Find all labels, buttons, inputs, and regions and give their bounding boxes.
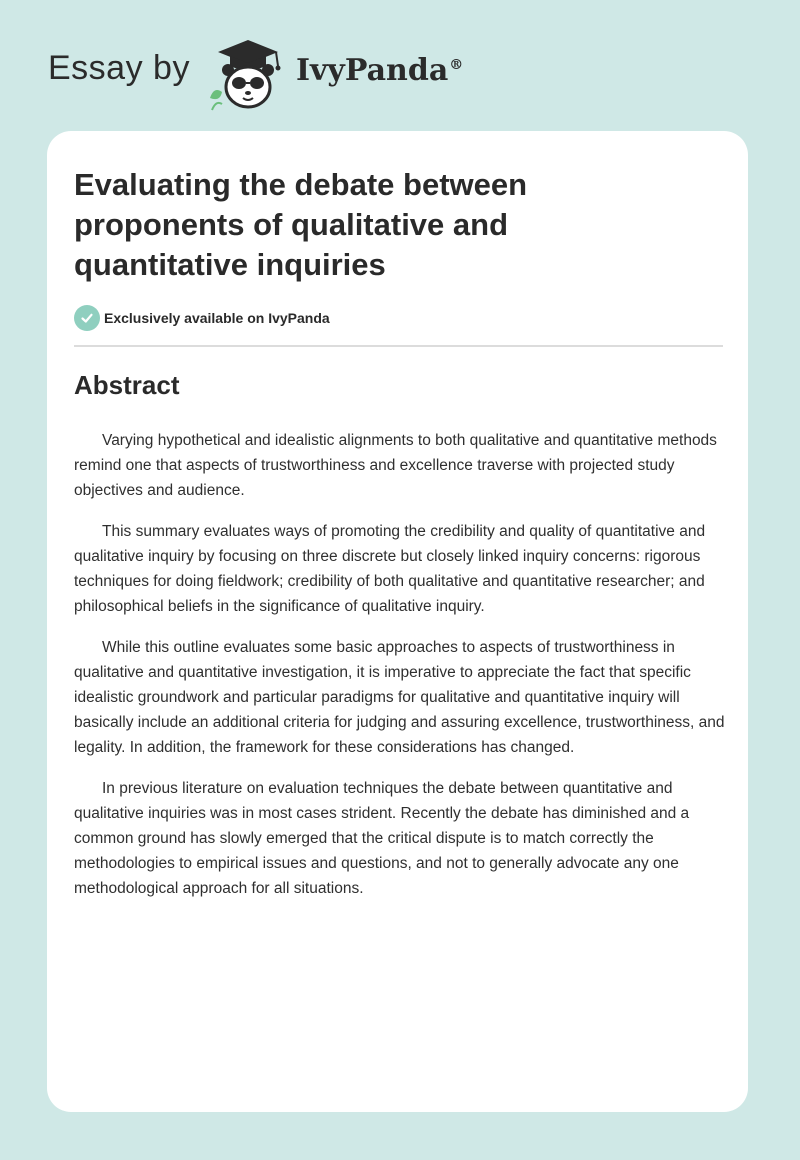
brand-name-text: IvyPanda [295,52,449,88]
essay-card [47,131,748,1112]
site-header [48,32,463,112]
paragraph: In previous literature on evaluation techniques the debate between quantitative and qualitative inquiries was in most cases strident. Recently the debate has diminished and a common ground has slowly emerged that the critical dispute is to match correctly the methodologies to empirical issues and questions, and not to generally advocate any one methodological approach for all situations. [74,780,690,897]
section-heading-abstract: Abstract [74,370,180,400]
registered-mark: ® [449,56,464,73]
check-circle-icon [74,305,100,331]
title-divider [74,345,723,347]
panda-logo-icon[interactable] [204,32,292,112]
paragraph: While this outline evaluates some basic approaches to aspects of trustworthiness in qualitative and quantitative investigation, it is imperative to appreciate the fact that specific idealistic groundwork and particular paradigms for qualitative and quantitative inquiry will basically include an additional criteria for judging and assuring excellence, trustworthiness, and legality. In addition, the framework for these considerations has changed. [74,639,725,756]
ivypanda-wordmark[interactable] [296,53,463,88]
paragraph: This summary evaluates ways of promoting the credibility and quality of quantitative and qualitative inquiry by focusing on three discrete but closely linked inquiry concerns: rigorous techniques for doing fieldwork; credibility of both qualitative and quantitative researcher; and philosophical beliefs in the significance of qualitative inquiry. [74,523,706,615]
essay-body [74,428,726,917]
exclusive-badge [74,305,330,331]
exclusive-label: Exclusively available on IvyPanda [104,310,330,326]
essay-by-label: Essay by [48,48,190,87]
essay-title: Evaluating the debate between proponents of qualitative and quantitative inquiries [74,167,528,282]
paragraph: Varying hypothetical and idealistic alignments to both qualitative and quantitative methods remind one that aspects of trustworthiness and excellence traverse with projected study objectives and audience. [74,432,717,499]
